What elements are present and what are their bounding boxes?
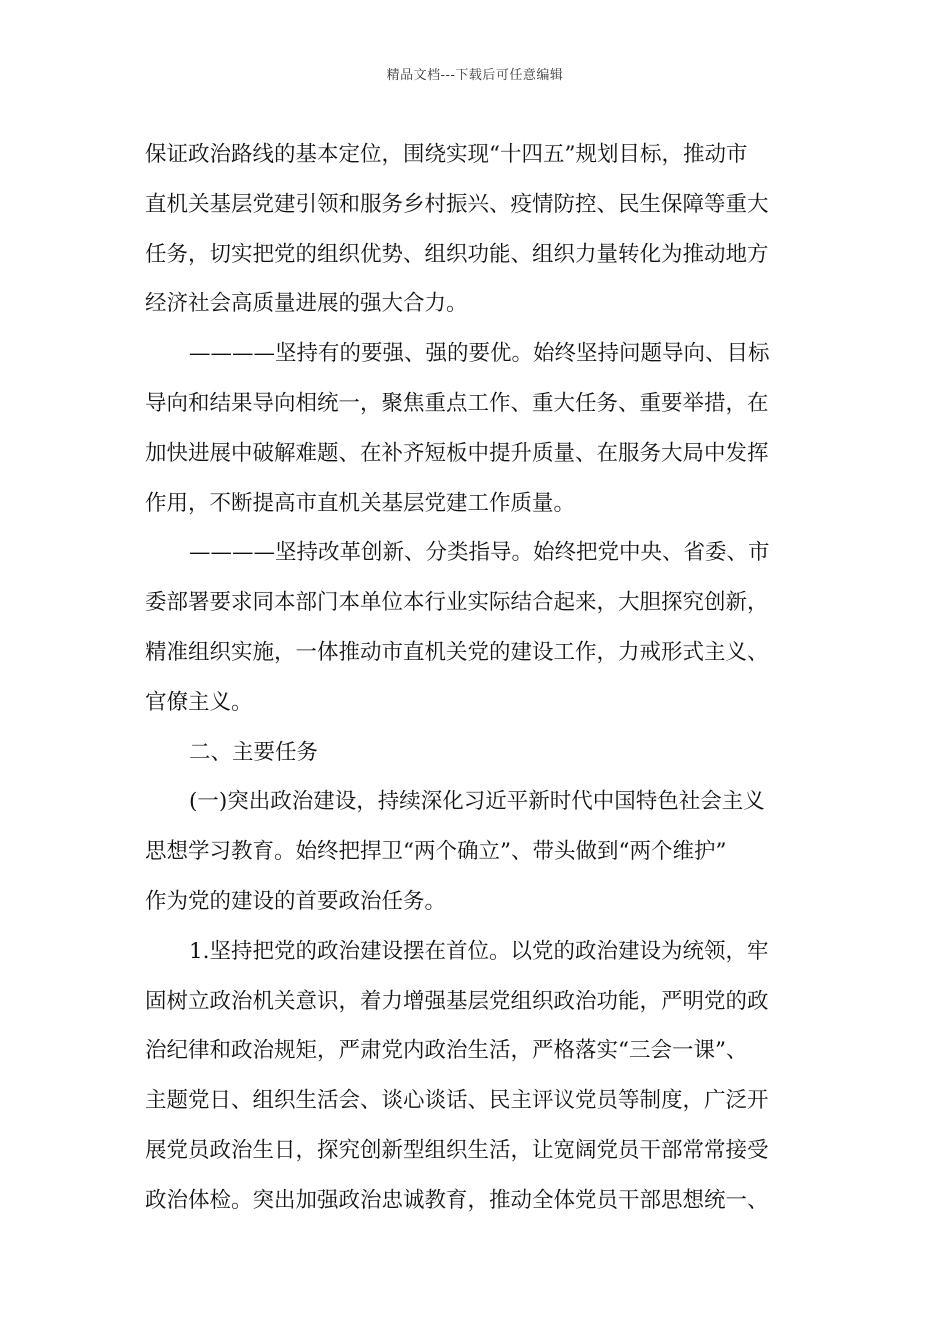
text-line: 固树立政治机关意识，着力增强基层党组织政治功能，严明党的政 — [145, 988, 769, 1014]
text-line: 作用，不断提高市直机关基层党建工作质量。 — [145, 490, 576, 516]
text-line: 治纪律和政治规矩，严肃党内政治生活，严格落实“三会一课”、 — [145, 1038, 748, 1064]
text-line: 保证政治路线的基本定位，围绕实现“十四五”规划目标，推动市 — [145, 142, 748, 167]
text-line: 委部署要求同本部门本单位本行业实际结合起来，大胆探究创新， — [145, 590, 769, 616]
text-line: 经济社会高质量进展的强大合力。 — [145, 291, 468, 317]
text-line: 1.坚持把党的政治建设摆在首位。以党的政治建设为统领，牢 — [189, 938, 769, 964]
page-header: 精品文档---下载后可任意编辑 — [386, 68, 564, 83]
text-line: 精准组织实施，一体推动市直机关党的建设工作，力戒形式主义、 — [145, 639, 769, 665]
text-line: ————坚持改革创新、分类指导。始终把党中央、省委、市 — [189, 540, 770, 566]
text-line: 导向和结果导向相统一，聚焦重点工作、重大任务、重要举措，在 — [145, 390, 769, 416]
text-line: 主题党日、组织生活会、谈心谈话、民主评议党员等制度，广泛开 — [145, 1088, 769, 1114]
text-line: ————坚持有的要强、强的要优。始终坚持问题导向、目标 — [189, 341, 770, 367]
text-line: 直机关基层党建引领和服务乡村振兴、疫情防控、民生保障等重大 — [145, 191, 769, 217]
text-line: 思想学习教育。始终把捍卫“两个确立”、带头做到“两个维护” — [145, 839, 727, 865]
text-line: 任务，切实把党的组织优势、组织功能、组织力量转化为推动地方 — [145, 241, 769, 267]
text-line: 作为党的建设的首要政治任务。 — [145, 888, 447, 914]
document-body — [145, 130, 809, 1226]
text-line: 二、主要任务 — [189, 739, 319, 765]
text-line: (一)突出政治建设，持续深化习近平新时代中国特色社会主义 — [189, 789, 765, 815]
text-line: 政治体检。突出加强政治忠诚教育，推动全体党员干部思想统一、 — [145, 1187, 769, 1213]
text-line: 加快进展中破解难题、在补齐短板中提升质量、在服务大局中发挥 — [145, 440, 769, 466]
text-line: 展党员政治生日，探究创新型组织生活，让宽阔党员干部常常接受 — [145, 1137, 769, 1163]
text-line: 官僚主义。 — [145, 689, 253, 715]
